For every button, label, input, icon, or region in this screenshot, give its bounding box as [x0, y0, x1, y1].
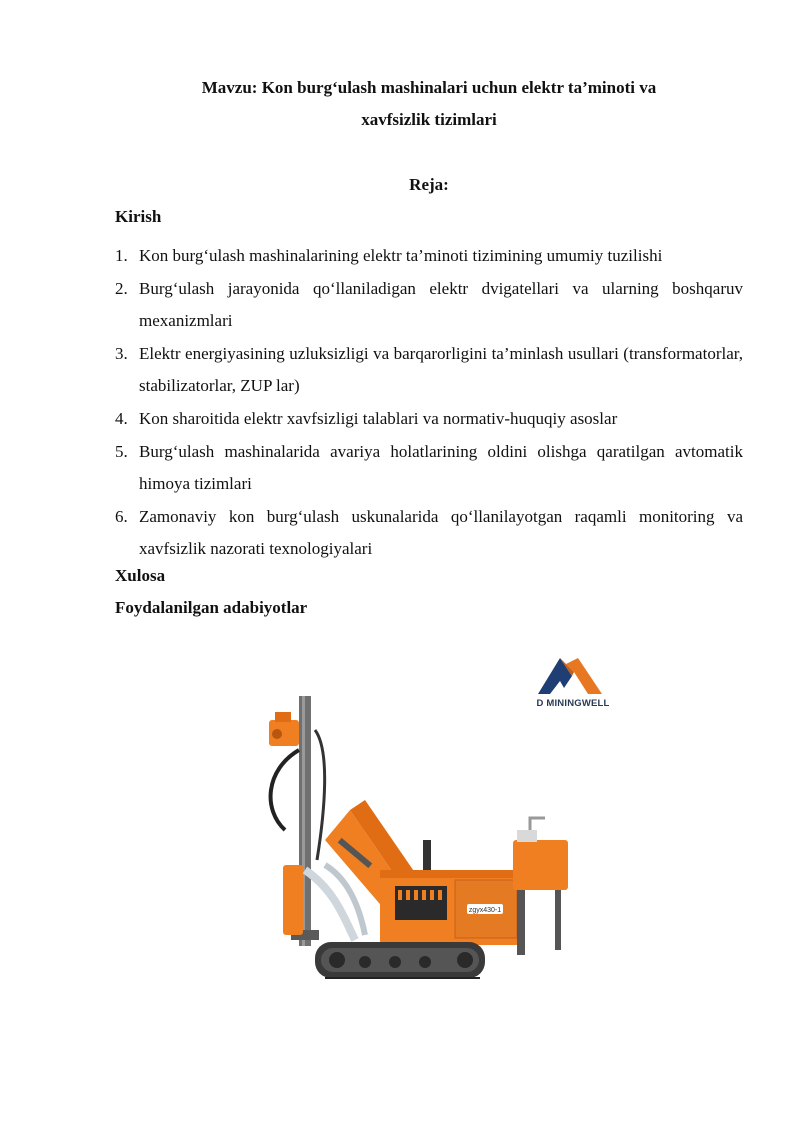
list-item-number: 6. [115, 506, 128, 526]
list-item-number: 5. [115, 441, 128, 461]
title-line-1: Mavzu: Kon burg‘ulash mashinalari uchun elektr ta’minoti va [201, 78, 657, 97]
list-item [115, 240, 743, 273]
list-item [115, 338, 743, 403]
plan-heading: Reja: [409, 175, 449, 194]
list-item [115, 436, 743, 501]
list-item-number: 1. [115, 246, 128, 265]
list-item-text: Burg‘ulash jarayonida qo‘llaniladigan elektr dvigatellari va ularning boshqaruv mexanizmlari [139, 278, 743, 331]
list-item [115, 403, 743, 436]
conclusion-heading: Xulosa [115, 566, 166, 585]
list-item-text: Burg‘ulash mashinalarida avariya holatlarining oldini olishga qaratilgan avtomatik himoya tizimlari [139, 441, 743, 494]
logo-brand-text: D MININGWELL [536, 698, 610, 709]
list-item-text: Elektr energiyasining uzluksizligi va barqarorligini ta’minlash usullari (transformatorlar, stabilizatorlar, ZUP lar) [139, 343, 743, 396]
plan-list [115, 240, 743, 566]
list-item-number: 4. [115, 408, 128, 428]
title-line-2: xavfsizlik tizimlari [361, 110, 497, 129]
machine-model-label: zgyx430-1 [468, 907, 502, 914]
list-item-text: Kon burg‘ulash mashinalarining elektr ta’minoti tizimining umumiy tuzilishi [139, 246, 663, 265]
list-item [115, 273, 743, 338]
list-item-number: 3. [115, 343, 128, 363]
list-item-text: Zamonaviy kon burg‘ulash uskunalarida qo‘llanilayotgan raqamli monitoring va xavfsizlik nazorati texnologiyalari [139, 506, 743, 559]
intro-heading: Kirish [115, 207, 162, 226]
list-item-text: Kon sharoitida elektr xavfsizligi talablari va normativ-huquqiy asoslar [139, 408, 618, 428]
list-item-number: 2. [115, 278, 128, 298]
drilling-rig-image [255, 690, 585, 1010]
references-heading: Foydalanilgan adabiyotlar [115, 598, 308, 617]
list-item [115, 501, 743, 566]
